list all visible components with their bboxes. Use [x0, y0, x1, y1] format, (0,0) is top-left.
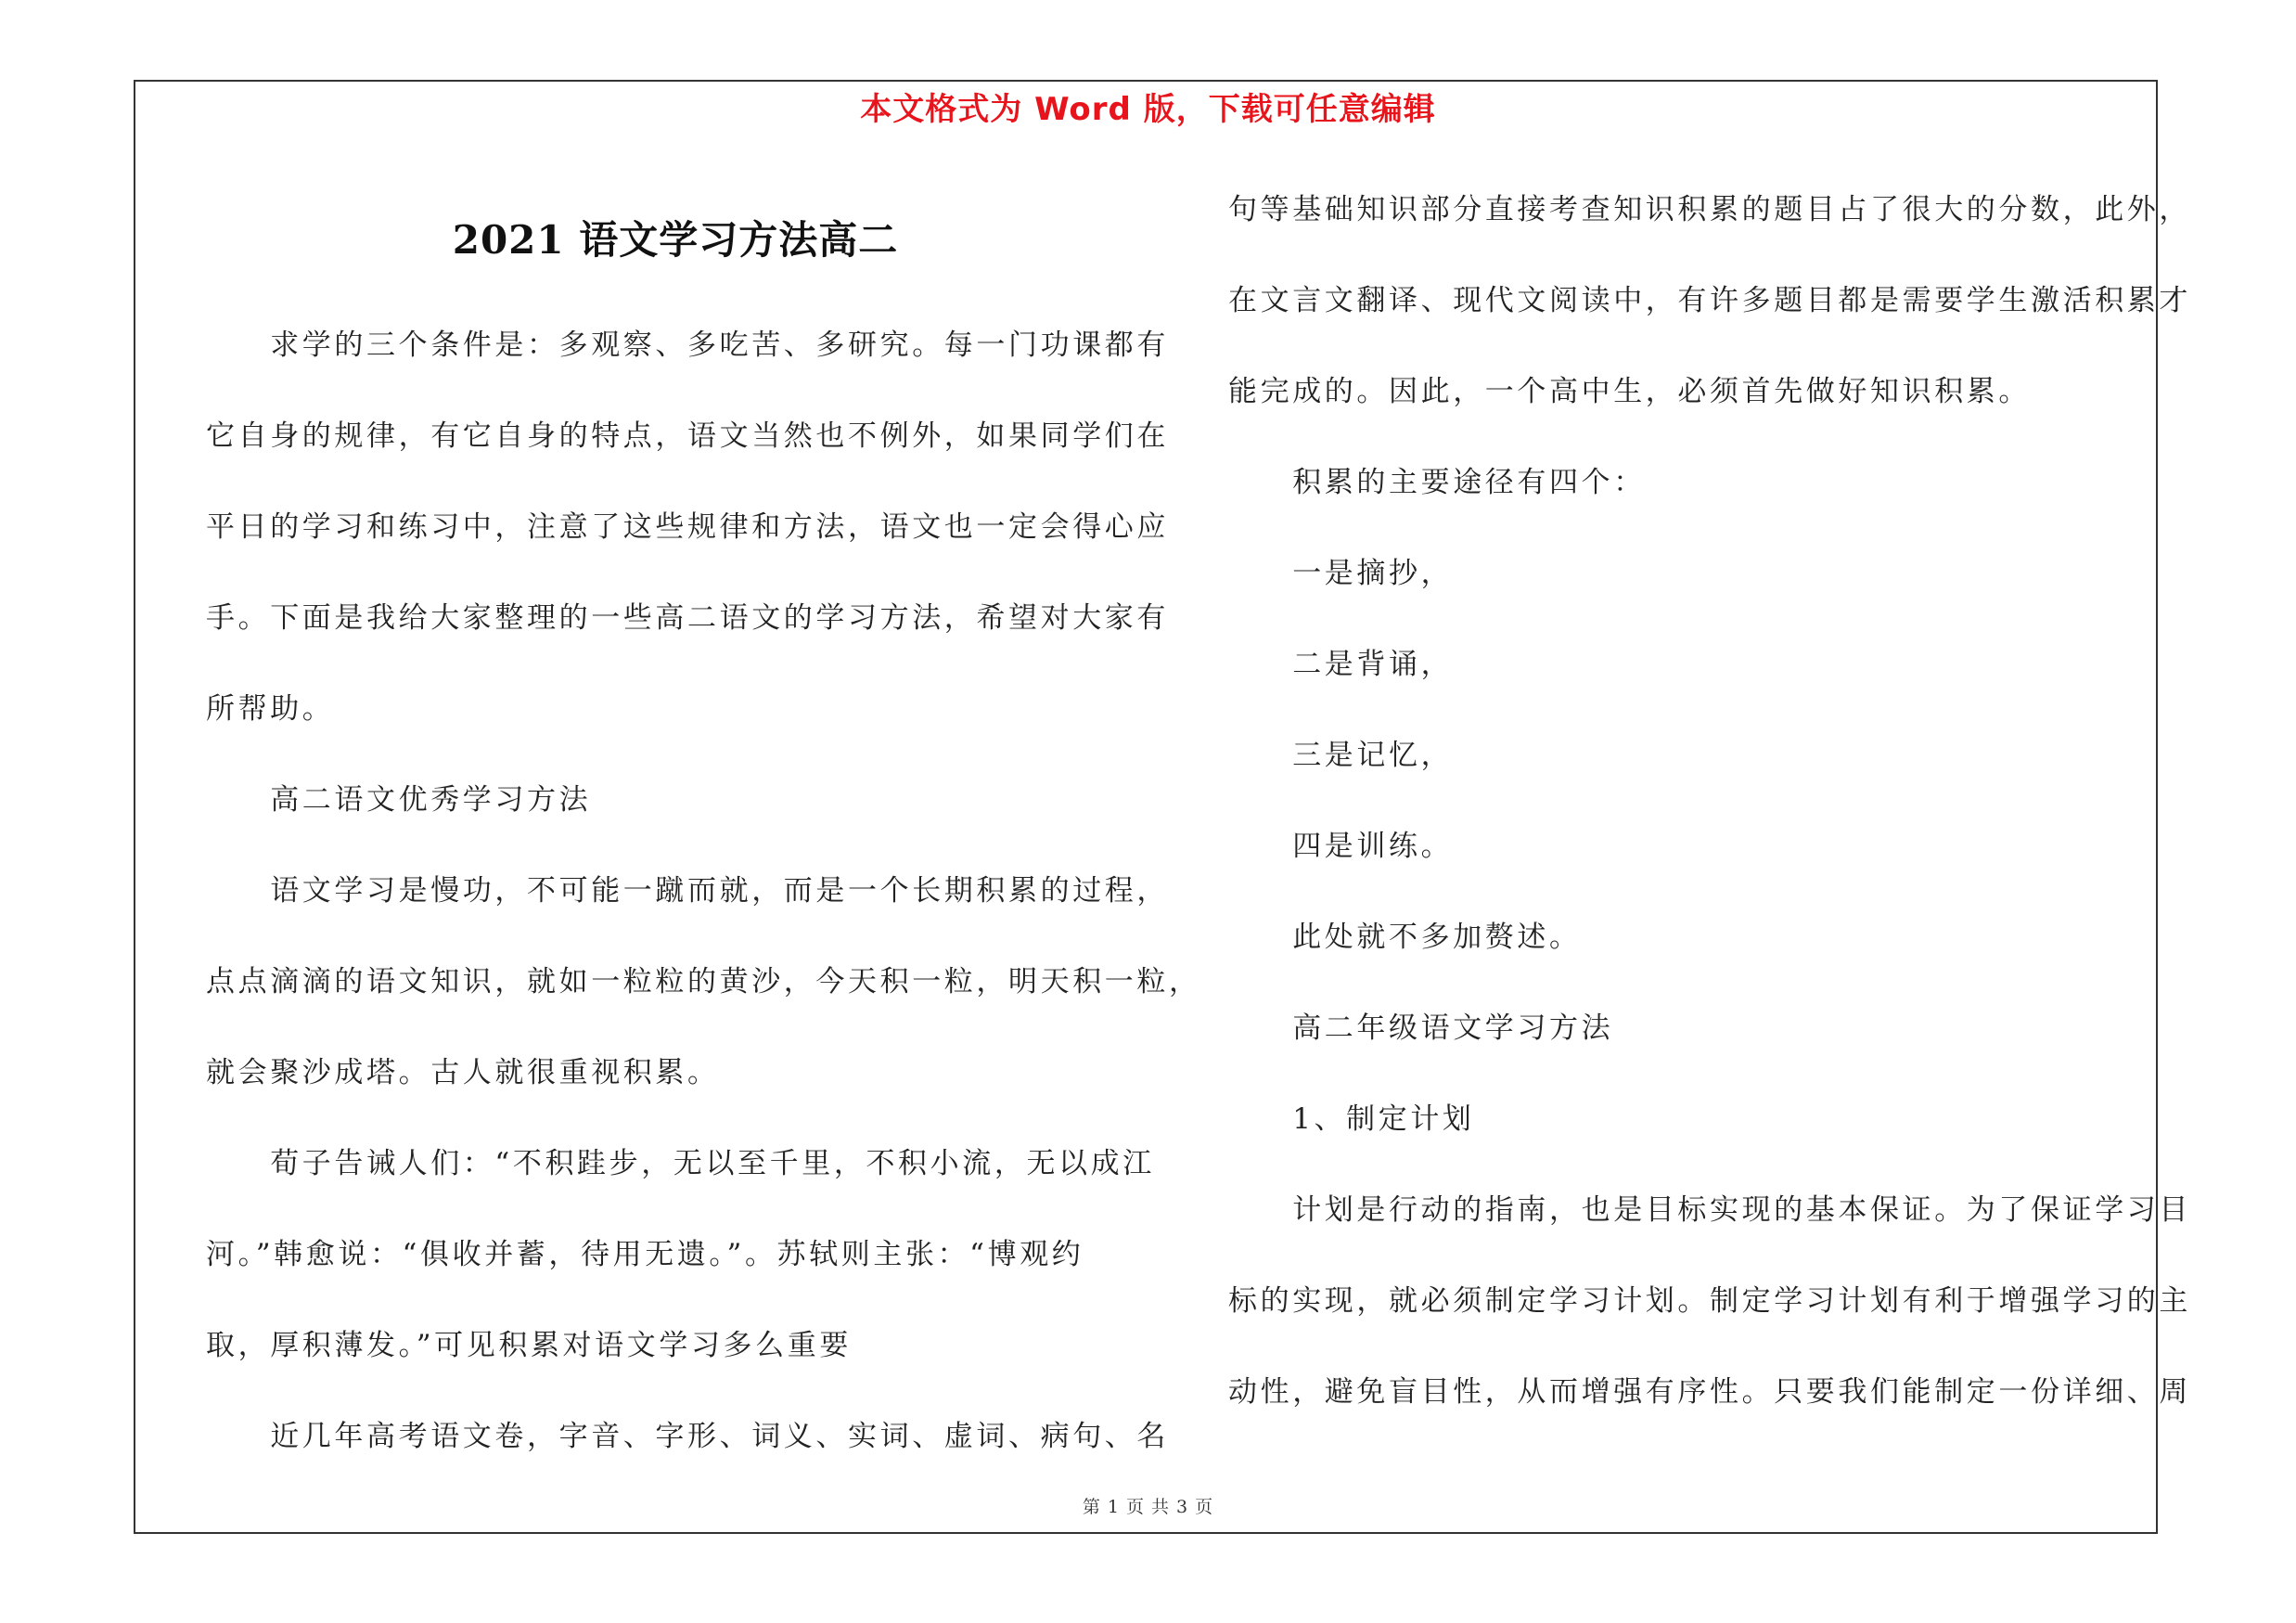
paragraph-line: 河。”韩愈说：“俱收并蓄，待用无遗。”。苏轼则主张：“博观约 [206, 1238, 1084, 1271]
paragraph-line: 近几年高考语文卷，字音、字形、词义、实词、虚词、病句、名 [206, 1420, 1169, 1453]
paragraph-line: 就会聚沙成塔。古人就很重视积累。 [206, 1056, 720, 1089]
paragraph-line: 手。下面是我给大家整理的一些高二语文的学习方法，希望对大家有 [206, 601, 1169, 635]
paragraph-line: 平日的学习和练习中，注意了这些规律和方法，语文也一定会得心应 [206, 510, 1169, 544]
paragraph-line: 在文言文翻译、现代文阅读中，有许多题目都是需要学生激活积累才 [1228, 284, 2191, 317]
paragraph-line: 句等基础知识部分直接考查知识积累的题目占了很大的分数，此外， [1228, 193, 2191, 226]
page-number-footer: 第 1 页 共 3 页 [1082, 1497, 1214, 1517]
paragraph-line: 能完成的。因此，一个高中生，必须首先做好知识积累。 [1228, 375, 2031, 408]
paragraph-line: 所帮助。 [206, 692, 335, 726]
list-item: 三是记忆， [1228, 739, 1454, 772]
paragraph-line: 积累的主要途径有四个： [1228, 466, 1646, 499]
subsection-heading: 1、制定计划 [1228, 1102, 1475, 1136]
paragraph-line: 语文学习是慢功，不可能一蹴而就，而是一个长期积累的过程， [206, 874, 1169, 908]
list-item: 四是训练。 [1228, 830, 1454, 863]
paragraph-line: 取，厚积薄发。”可见积累对语文学习多么重要 [206, 1329, 852, 1362]
paragraph-line: 求学的三个条件是：多观察、多吃苦、多研究。每一门功课都有 [206, 328, 1169, 362]
section-heading: 高二语文优秀学习方法 [206, 783, 592, 817]
paragraph-line: 动性，避免盲目性，从而增强有序性。只要我们能制定一份详细、周 [1228, 1375, 2191, 1409]
document-title: 2021 语文学习方法高二 [452, 217, 899, 263]
paragraph-line: 荀子告诫人们：“不积跬步，无以至千里，不积小流，无以成江 [206, 1147, 1155, 1180]
paragraph-line: 计划是行动的指南，也是目标实现的基本保证。为了保证学习目 [1228, 1193, 2191, 1227]
section-heading: 高二年级语文学习方法 [1228, 1011, 1614, 1045]
paragraph-line: 标的实现，就必须制定学习计划。制定学习计划有利于增强学习的主 [1228, 1284, 2191, 1318]
list-item: 一是摘抄， [1228, 557, 1454, 590]
format-banner: 本文格式为 Word 版，下载可任意编辑 [860, 91, 1436, 128]
list-item: 二是背诵， [1228, 648, 1454, 681]
paragraph-line: 此处就不多加赘述。 [1228, 921, 1582, 954]
paragraph-line: 点点滴滴的语文知识，就如一粒粒的黄沙，今天积一粒，明天积一粒， [206, 965, 1201, 998]
paragraph-line: 它自身的规律，有它自身的特点，语文当然也不例外，如果同学们在 [206, 419, 1169, 453]
